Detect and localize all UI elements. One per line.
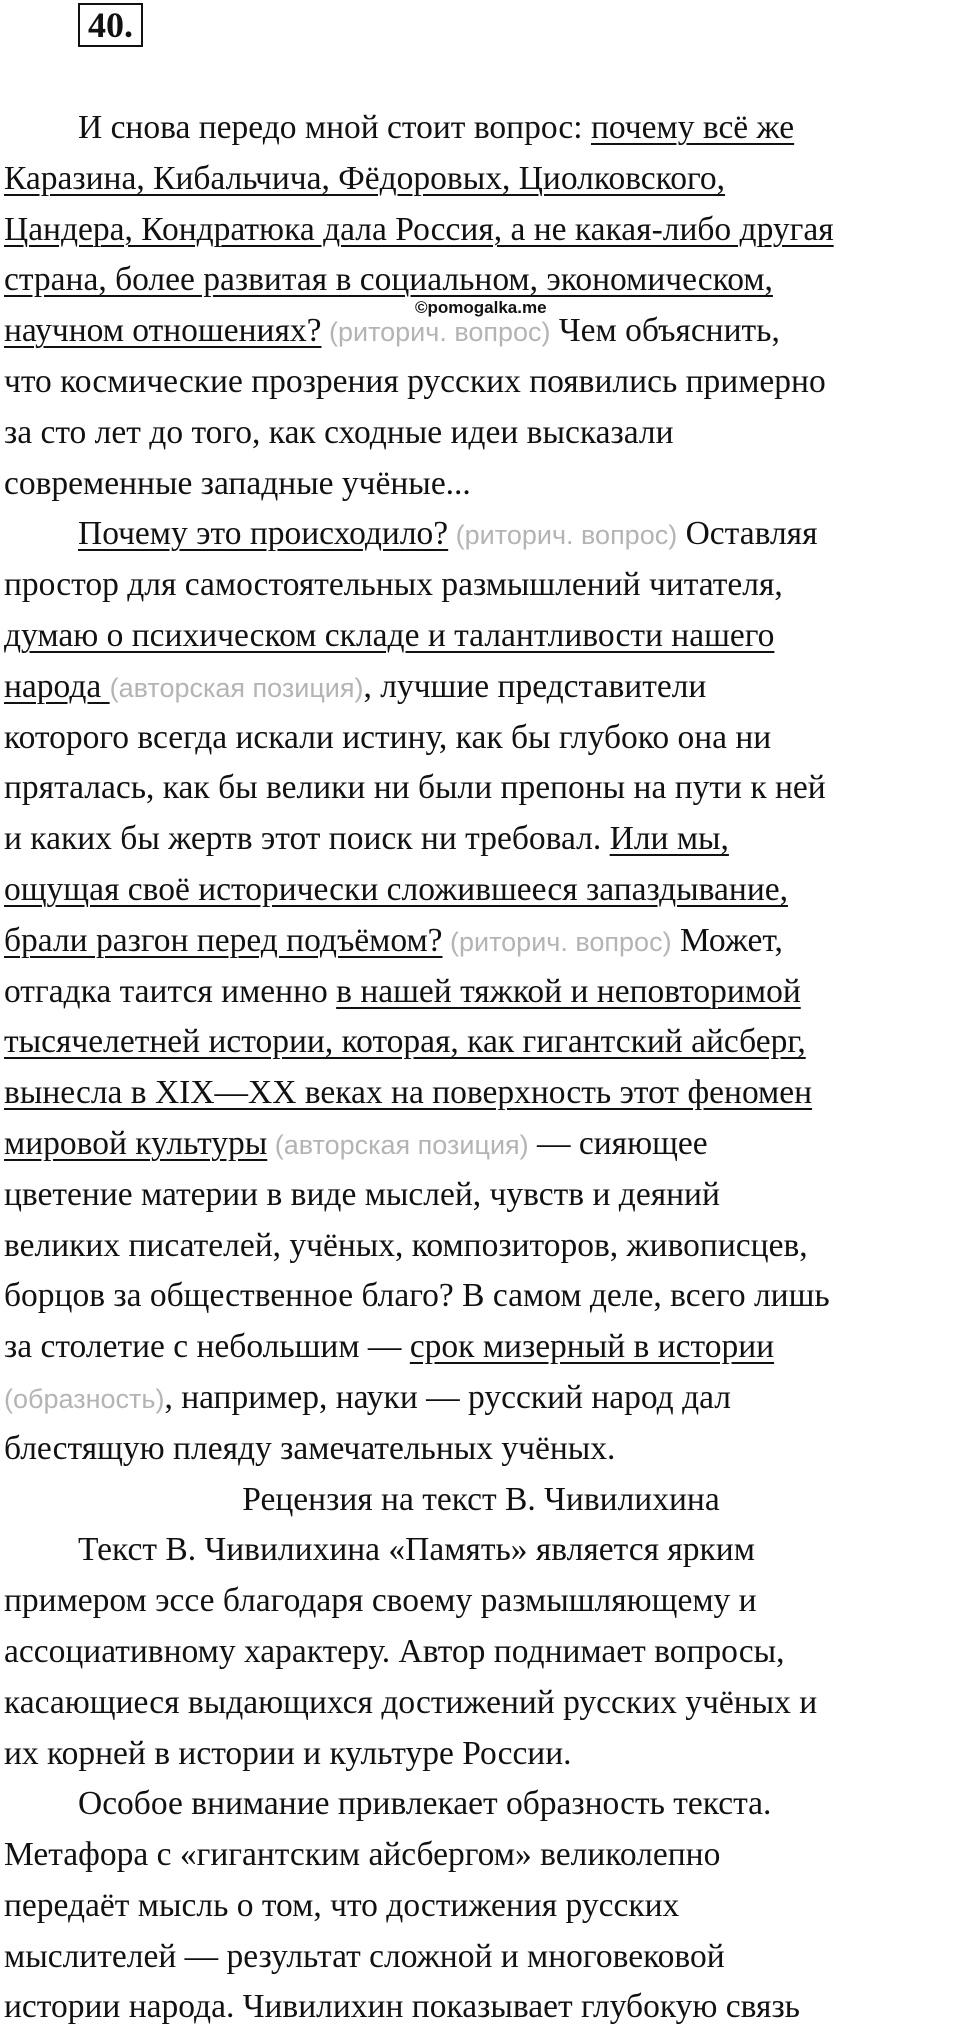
text-line: Текст В. Чивилихина «Память» является ярким [78, 1531, 755, 1569]
text-line: борцов за общественное благо? В самом деле, всего лишь [4, 1277, 830, 1315]
text-line: пряталась, как бы велики ни были препоны на пути к ней [4, 769, 826, 807]
underlined-fragment: ощущая своё исторически сложившееся запаздывание, [4, 870, 789, 908]
annotation-note: (авторская позиция) [109, 672, 364, 703]
annotation-note: (образность) [4, 1383, 165, 1414]
text-line [4, 662, 958, 713]
text-line [4, 205, 958, 256]
annotation-note: (авторская позиция) [267, 1129, 529, 1160]
text-fragment: , например, науки — русский народ дал [164, 1378, 731, 1416]
text-line [4, 509, 958, 560]
text-line [4, 255, 958, 306]
text-line: Метафора с «гигантским айсбергом» великолепно [4, 1836, 721, 1874]
text-fragment: отгадка таится именно [4, 972, 337, 1010]
underlined-fragment: народа [4, 667, 110, 705]
review-title: Рецензия на текст В. Чивилихина [242, 1480, 720, 1518]
text-line [4, 103, 958, 154]
text-fragment: и каких бы жертв этот поиск ни требовал. [4, 820, 610, 858]
underlined-fragment: срок мизерный в истории [409, 1328, 775, 1366]
text-line [4, 1322, 958, 1373]
underlined-fragment: Почему это происходило? [78, 515, 449, 553]
underlined-fragment: Или мы, [609, 820, 729, 858]
annotation-note: (риторич. вопрос) [442, 926, 672, 957]
text-line [4, 611, 958, 662]
text-line: их корней в истории и культуре России. [4, 1734, 572, 1772]
text-line [4, 1119, 958, 1170]
text-fragment: Чем объяснить, [550, 312, 780, 350]
annotation-note: (риторич. вопрос) [448, 520, 678, 551]
annotation-note: (риторич. вопрос) [321, 317, 551, 348]
text-line: передаёт мысль о том, что достижения русских [4, 1886, 680, 1924]
underlined-fragment: вынесла в XIX—XX веках на поверхность этот феномен [4, 1074, 813, 1112]
text-line: истории народа. Чивилихин показывает глубокую связь [4, 1988, 800, 2026]
underlined-fragment: Каразина, Кибальчича, Фёдоровых, Циолковского, [4, 159, 726, 197]
text-fragment: Может, [671, 921, 783, 959]
task-number: 40. [78, 3, 143, 47]
text-line [4, 1373, 958, 1424]
text-line [4, 154, 958, 205]
text-fragment: И снова передо мной стоит вопрос: [78, 109, 591, 146]
text-line: цветение материи в виде мыслей, чувств и деяний [4, 1175, 720, 1213]
text-fragment: Оставляя [677, 515, 818, 553]
text-line: примером эссе благодаря своему размышляющему и [4, 1582, 757, 1620]
text-line [4, 1017, 958, 1068]
text-fragment: за столетие с небольшим — [4, 1328, 410, 1366]
underlined-fragment: мировой культуры [4, 1124, 268, 1162]
text-line: что космические прозрения русских появились примерно [4, 362, 826, 400]
text-body [4, 103, 958, 2033]
text-line: Особое внимание привлекает образность текста. [78, 1785, 772, 1823]
text-line: ассоциативному характеру. Автор поднимает вопросы, [4, 1632, 785, 1670]
text-line: блестящую плеяду замечательных учёных. [4, 1429, 616, 1467]
text-line [4, 814, 958, 865]
underlined-fragment: тысячелетней истории, которая, как гигантский айсберг, [4, 1023, 806, 1061]
underlined-fragment: в нашей тяжкой и неповторимой [336, 972, 801, 1010]
text-line [4, 916, 958, 967]
underlined-fragment: Цандера, Кондратюка дала Россия, а не какая-либо другая [4, 210, 834, 248]
watermark: ©pomogalka.me [415, 298, 547, 317]
text-line: за сто лет до того, как сходные идеи высказали [4, 413, 674, 451]
text-fragment: , лучшие представители [363, 667, 707, 705]
text-line [4, 865, 958, 916]
underlined-fragment: научном отношениях? [4, 312, 322, 350]
text-line: мыслителей — результат сложной и многовековой [4, 1937, 725, 1975]
text-line: которого всегда искали истину, как бы глубоко она ни [4, 718, 772, 756]
text-line: простор для самостоятельных размышлений читателя, [4, 566, 783, 604]
text-line [4, 967, 958, 1018]
text-line: великих писателей, учёных, композиторов, живописцев, [4, 1226, 808, 1264]
underlined-fragment: страна, более развитая в социальном, экономическом, [4, 261, 773, 299]
text-line: касающиеся выдающихся достижений русских учёных и [4, 1683, 818, 1721]
text-fragment: — сияющее [528, 1124, 708, 1162]
text-line: современные западные учёные... [4, 464, 471, 502]
underlined-fragment: почему всё же [590, 109, 795, 146]
text-line [4, 1068, 958, 1119]
text-line [4, 306, 958, 357]
underlined-fragment: брали разгон перед подъёмом? [4, 921, 443, 959]
underlined-fragment: думаю о психическом складе и талантливости нашего [4, 616, 775, 654]
